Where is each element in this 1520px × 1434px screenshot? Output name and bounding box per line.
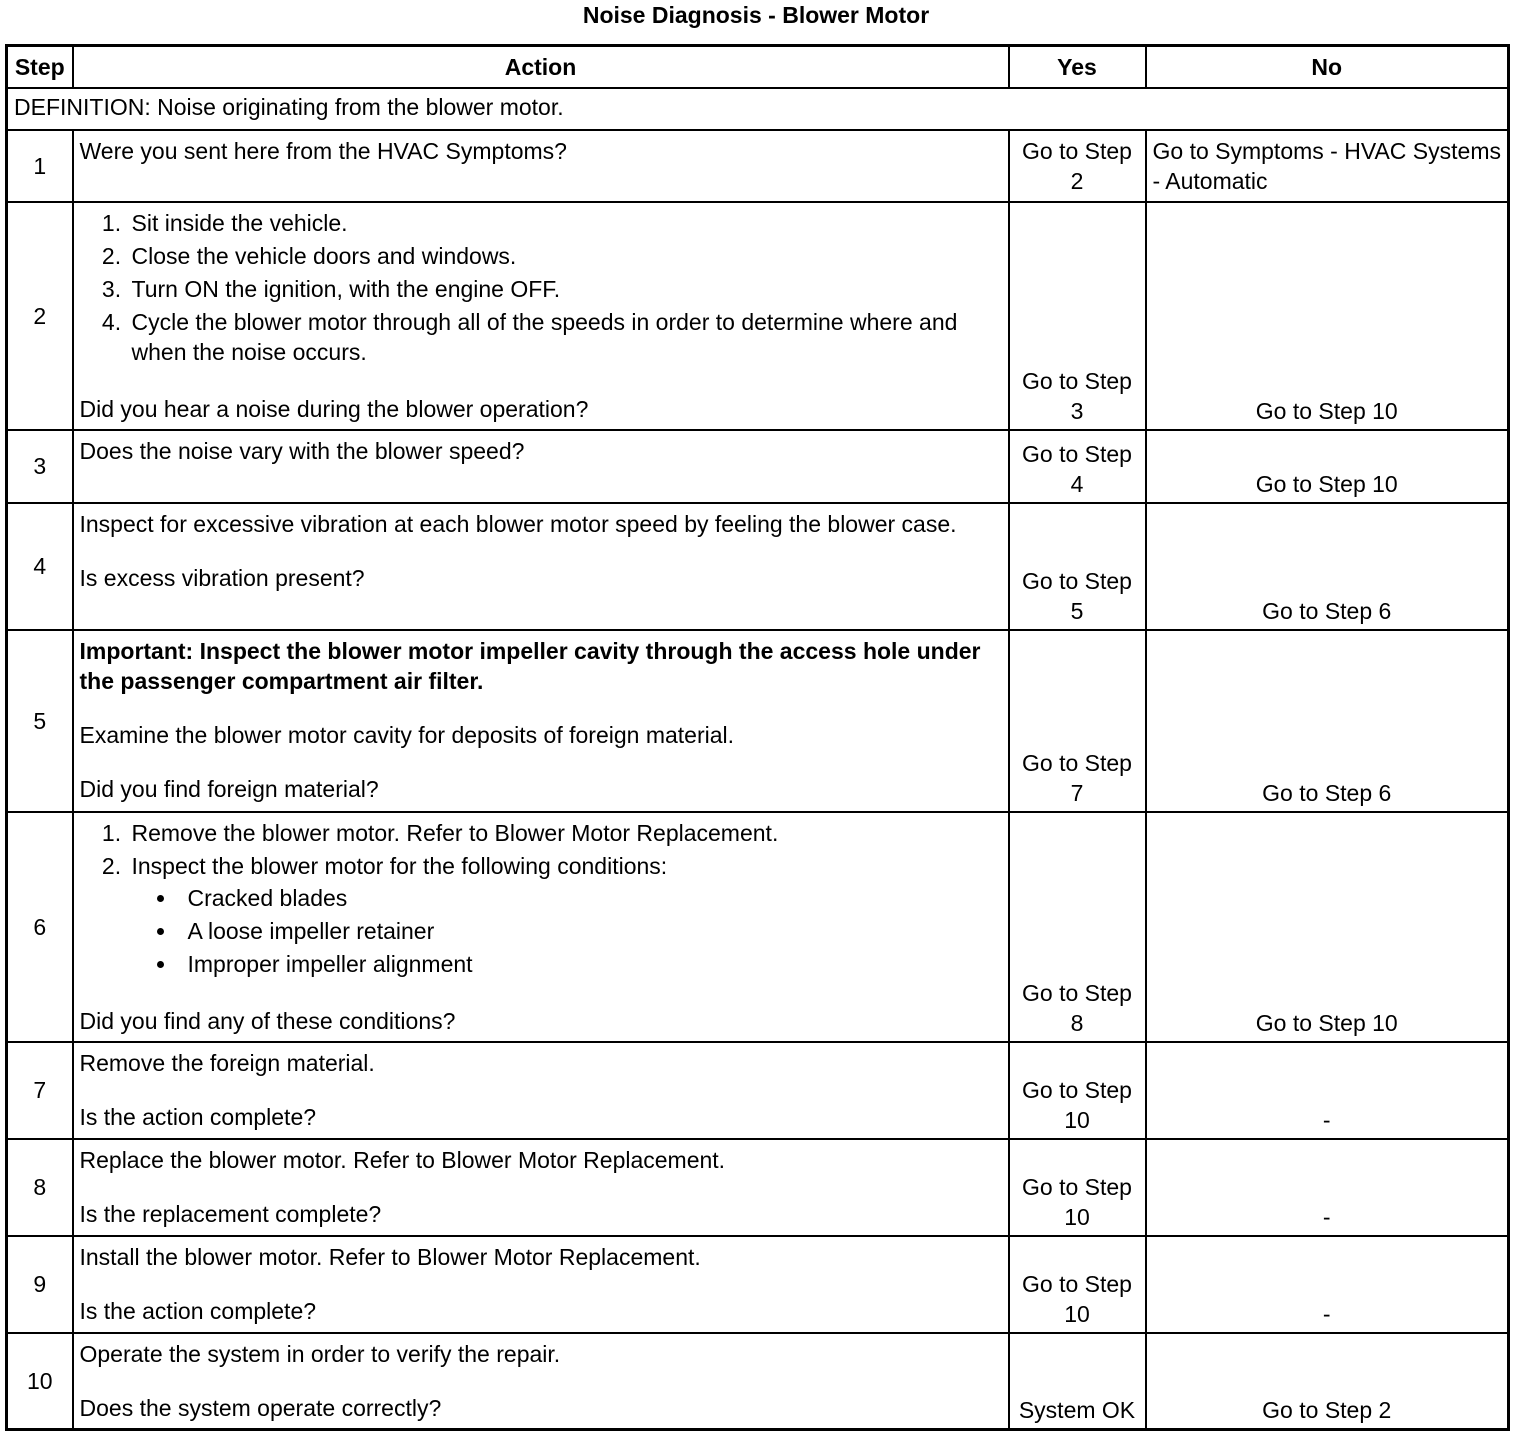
step-number: 1 [7,130,73,202]
header-step: Step [7,46,73,88]
action-text: Operate the system in order to verify the repair. [79,1340,561,1367]
action-text: Examine the blower motor cavity for deposits of foreign material. [79,721,735,748]
no-cell: Go to Step 10 [1146,430,1509,503]
step-number: 2 [7,202,73,430]
yes-cell: Go to Step 3 [1009,202,1146,430]
action-steps [80,818,1002,979]
header-action: Action [73,46,1009,88]
yes-cell: Go to Step 10 [1009,1042,1146,1139]
action-question: Does the system operate correctly? [79,1394,442,1421]
no-cell: - [1146,1139,1509,1236]
condition-item: • A loose impeller retainer [178,916,1002,946]
step-number: 8 [7,1139,73,1236]
action-text: Replace the blower motor. Refer to Blower Motor Replacement. [79,1146,726,1173]
action-cell [73,430,1009,503]
no-cell: Go to Symptoms - HVAC Systems - Automatic [1146,130,1509,202]
action-step: 4. Cycle the blower motor through all of the speeds in order to determine where and when the noise occurs. [128,307,1002,367]
table-row [7,1042,1509,1139]
yes-cell: Go to Step 10 [1009,1236,1146,1333]
yes-cell: Go to Step 8 [1009,812,1146,1042]
action-question: Is excess vibration present? [79,564,365,591]
step-number: 6 [7,812,73,1042]
no-cell: Go to Step 10 [1146,812,1509,1042]
action-step: 1. Remove the blower motor. Refer to Blower Motor Replacement. [128,818,1002,848]
action-steps [80,208,1002,367]
action-text: Install the blower motor. Refer to Blower Motor Replacement. [79,1243,701,1270]
table-row [7,630,1509,812]
action-question: Were you sent here from the HVAC Symptoms? [79,137,567,164]
action-cell [73,202,1009,430]
important-note: Important: Inspect the blower motor impeller cavity through the access hole under the passenger compartment air filter. [79,637,981,694]
action-cell [73,1333,1009,1430]
diagnosis-table [5,44,1510,1431]
table-row [7,1139,1509,1236]
action-question: Is the action complete? [79,1297,317,1324]
step-number: 4 [7,503,73,630]
table-row [7,130,1509,202]
yes-cell: Go to Step 7 [1009,630,1146,812]
table-row [7,430,1509,503]
action-question: Is the replacement complete? [79,1200,382,1227]
action-cell [73,503,1009,630]
yes-cell: Go to Step 4 [1009,430,1146,503]
action-step: 3. Turn ON the ignition, with the engine OFF. [128,274,1002,304]
action-step-text: Inspect the blower motor for the following conditions: [131,852,668,879]
table-row [7,812,1509,1042]
step-number: 9 [7,1236,73,1333]
definition-text: DEFINITION: Noise originating from the blower motor. [7,88,1509,130]
action-cell [73,1139,1009,1236]
step-number: 5 [7,630,73,812]
yes-cell: System OK [1009,1333,1146,1430]
action-question: Is the action complete? [79,1103,317,1130]
yes-cell: Go to Step 5 [1009,503,1146,630]
yes-cell: Go to Step 10 [1009,1139,1146,1236]
action-question: Did you find any of these conditions? [79,1007,456,1034]
condition-list [132,883,1002,979]
definition-row [7,88,1509,130]
action-text: Inspect for excessive vibration at each blower motor speed by feeling the blower case. [79,510,957,537]
table-row [7,202,1509,430]
no-cell: - [1146,1236,1509,1333]
no-cell: Go to Step 6 [1146,503,1509,630]
header-row [7,46,1509,88]
header-yes: Yes [1009,46,1146,88]
action-cell [73,1042,1009,1139]
condition-item: • Improper impeller alignment [178,949,1002,979]
action-question: Does the noise vary with the blower speed? [79,437,525,464]
header-no: No [1146,46,1509,88]
table-row [7,1333,1509,1430]
no-cell: Go to Step 10 [1146,202,1509,430]
action-question: Did you find foreign material? [79,775,379,802]
document-title: Noise Diagnosis - Blower Motor [582,2,930,28]
no-cell: Go to Step 6 [1146,630,1509,812]
step-number: 7 [7,1042,73,1139]
table-row [7,503,1509,630]
action-cell [73,630,1009,812]
action-question: Did you hear a noise during the blower operation? [79,395,589,422]
action-text: Remove the foreign material. [79,1049,375,1076]
step-number: 10 [7,1333,73,1430]
no-cell: - [1146,1042,1509,1139]
action-step: 2. Close the vehicle doors and windows. [128,241,1002,271]
action-step: 1. Sit inside the vehicle. [128,208,1002,238]
action-step [128,851,1002,979]
action-cell [73,1236,1009,1333]
action-cell [73,812,1009,1042]
condition-item: • Cracked blades [178,883,1002,913]
no-cell: Go to Step 2 [1146,1333,1509,1430]
yes-cell: Go to Step 2 [1009,130,1146,202]
table-row [7,1236,1509,1333]
action-cell [73,130,1009,202]
step-number: 3 [7,430,73,503]
